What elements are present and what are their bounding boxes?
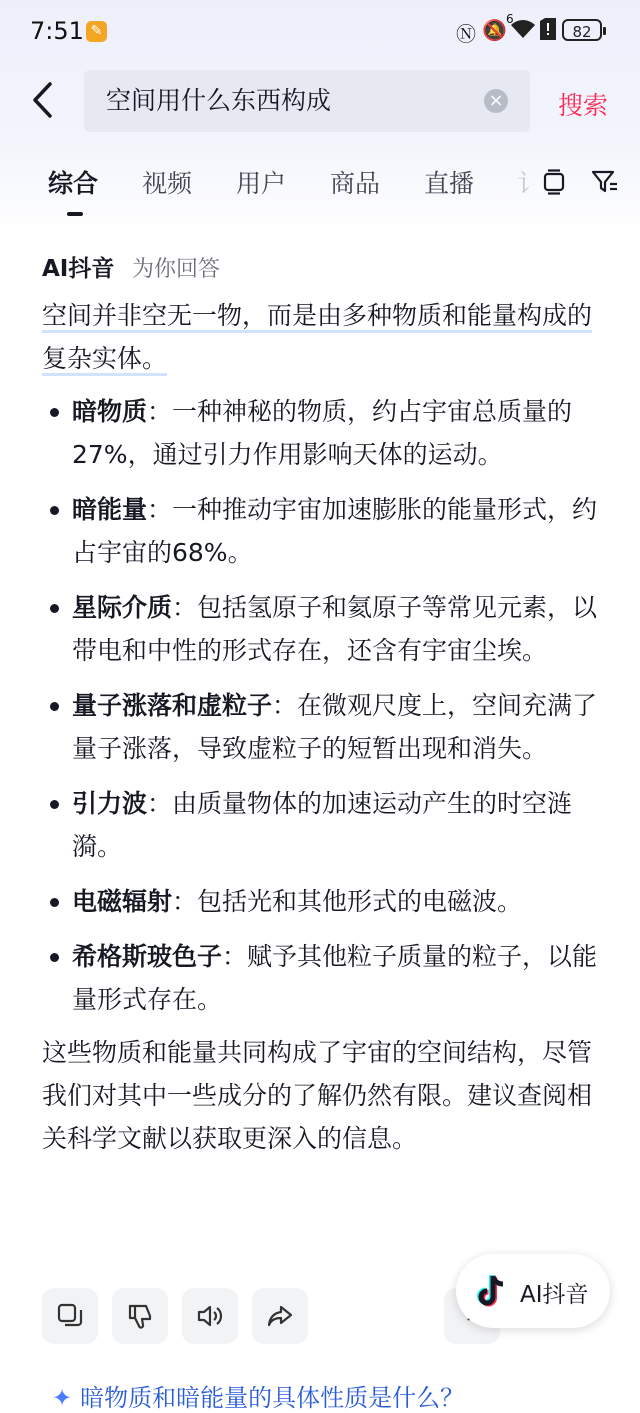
filter-icon[interactable] xyxy=(590,168,618,196)
search-button[interactable]: 搜索 xyxy=(558,91,609,120)
share-button[interactable] xyxy=(252,1288,308,1344)
point-desc: ：赋予其他粒子质量的粒子，以能量形式存在。 xyxy=(72,942,598,1014)
point-term: 星际介质 xyxy=(72,593,173,622)
search-input[interactable]: 空间用什么东西构成 xyxy=(106,86,332,115)
back-button[interactable] xyxy=(30,80,66,124)
followup-question-link[interactable] xyxy=(52,1378,464,1413)
dislike-button[interactable] xyxy=(112,1288,168,1344)
thumbs-down-icon xyxy=(126,1302,154,1330)
layout-toggle-icon[interactable] xyxy=(540,168,568,196)
answer-summary: 这些物质和能量共同构成了宇宙的空间结构，尽管我们对其中一些成分的了解仍然有限。建议查阅相关科学文献以获取更深入的信息。 xyxy=(42,1038,593,1153)
point-term: 电磁辐射 xyxy=(72,887,173,916)
tab-live[interactable]: 直播 xyxy=(424,169,475,198)
list-item xyxy=(42,782,602,868)
wifi-icon xyxy=(510,18,536,45)
battery-indicator: 82 xyxy=(562,19,602,41)
point-term: 暗能量 xyxy=(72,495,148,524)
point-desc: ：一种推动宇宙加速膨胀的能量形式，约占宇宙的68%。 xyxy=(72,495,598,567)
nfc-icon: Ⓝ xyxy=(456,22,476,46)
status-time: 7:51 xyxy=(30,17,84,45)
ai-douyin-label: AI抖音 xyxy=(520,1282,589,1308)
share-arrow-icon xyxy=(266,1302,294,1330)
point-desc: ：一种神秘的物质，约占宇宙总质量的27%，通过引力作用影响天体的运动。 xyxy=(72,397,573,469)
point-term: 希格斯玻色子 xyxy=(72,942,223,971)
ai-answer-title: AI抖音 xyxy=(42,256,115,282)
answer-points-list xyxy=(42,390,602,1021)
point-desc: ：包括氢原子和氦原子等常见元素，以带电和中性的形式存在，还含有宇宙尘埃。 xyxy=(72,593,598,665)
ai-douyin-floating-button[interactable] xyxy=(456,1254,610,1328)
tab-videos[interactable]: 视频 xyxy=(142,169,193,198)
answer-intro-text: 空间并非空无一物，而是由多种物质和能量构成的复杂实体。 xyxy=(42,301,592,376)
signal-label: 6 xyxy=(506,12,514,26)
list-item xyxy=(42,935,602,1021)
ai-answer-body xyxy=(42,294,602,1160)
chevron-left-icon xyxy=(30,80,54,120)
list-item xyxy=(42,684,602,770)
douyin-logo-icon xyxy=(476,1273,510,1309)
active-tab-indicator xyxy=(67,212,83,216)
point-term: 引力波 xyxy=(72,789,148,818)
result-tabs xyxy=(0,160,640,220)
list-item xyxy=(42,880,602,923)
status-bar xyxy=(0,0,640,64)
point-desc: ：在微观尺度上，空间充满了量子涨落，导致虚粒子的短暂出现和消失。 xyxy=(72,691,598,763)
followup-question-text: 暗物质和暗能量的具体性质是什么？ xyxy=(80,1384,465,1412)
point-desc: ：由质量物体的加速运动产生的时空涟漪。 xyxy=(72,789,573,861)
notification-app-icon: ✎ xyxy=(86,21,107,42)
tab-users[interactable]: 用户 xyxy=(236,169,287,198)
copy-icon xyxy=(56,1302,84,1330)
read-aloud-button[interactable] xyxy=(182,1288,238,1344)
tab-products[interactable]: 商品 xyxy=(330,169,381,198)
point-term: 量子涨落和虚粒子 xyxy=(72,691,273,720)
mute-bell-icon: 🔕 xyxy=(482,18,507,42)
list-item xyxy=(42,488,602,574)
list-item xyxy=(42,586,602,672)
tab-general[interactable]: 综合 xyxy=(48,169,99,198)
copy-button[interactable] xyxy=(42,1288,98,1344)
answer-intro xyxy=(42,294,602,380)
ai-answer-subtitle: 为你回答 xyxy=(132,257,221,282)
list-item xyxy=(42,390,602,476)
sim-alert-icon xyxy=(540,18,556,45)
search-box[interactable] xyxy=(84,70,530,132)
clear-search-icon[interactable]: × xyxy=(484,89,508,113)
point-term: 暗物质 xyxy=(72,397,148,426)
speaker-icon xyxy=(196,1302,224,1330)
sparkle-icon: ✦ xyxy=(52,1384,73,1412)
tab-overflow-fade: 讠 xyxy=(517,169,543,198)
point-desc: ：包括光和其他形式的电磁波。 xyxy=(172,887,523,916)
